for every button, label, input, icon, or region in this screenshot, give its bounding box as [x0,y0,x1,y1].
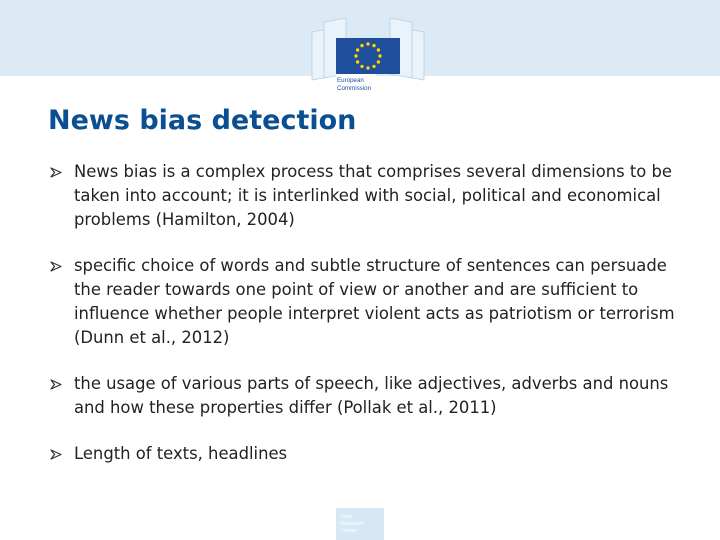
arrow-bullet-icon [50,379,63,390]
arrow-bullet-icon [50,167,63,178]
arrow-bullet-icon [50,261,63,272]
bullet-item [48,442,688,466]
bullet-item [48,372,688,420]
bullet-text: the usage of various parts of speech, like adjectives, adverbs and nouns and how these properties differ (Pollak et al., 2011) [74,374,669,417]
logo-text-line-1: European [337,77,364,84]
jrc-logo-line-2: Research [340,521,364,527]
logo-text-line-2: Commission [337,85,372,92]
bullet-text: Length of texts, headlines [74,444,288,463]
arrow-bullet-icon [50,449,63,460]
european-commission-logo [310,14,426,98]
bullet-item [48,254,688,350]
slide-title: News bias detection [48,105,357,136]
bullet-text: specific choice of words and subtle structure of sentences can persuade the reader towards one point of view or another and are sufficient to influence whether people interpret violent acts as patriotism or terrorism (Dunn et al., 2012) [74,256,675,347]
bullet-text: News bias is a complex process that comprises several dimensions to be taken into account; it is interlinked with social, political and economical problems (Hamilton, 2004) [74,162,673,229]
jrc-logo-line-3: Centre [340,528,357,534]
bullet-item [48,160,688,232]
jrc-logo-line-1: Joint [340,514,352,520]
jrc-logo [336,508,384,540]
bullet-list [48,160,688,466]
